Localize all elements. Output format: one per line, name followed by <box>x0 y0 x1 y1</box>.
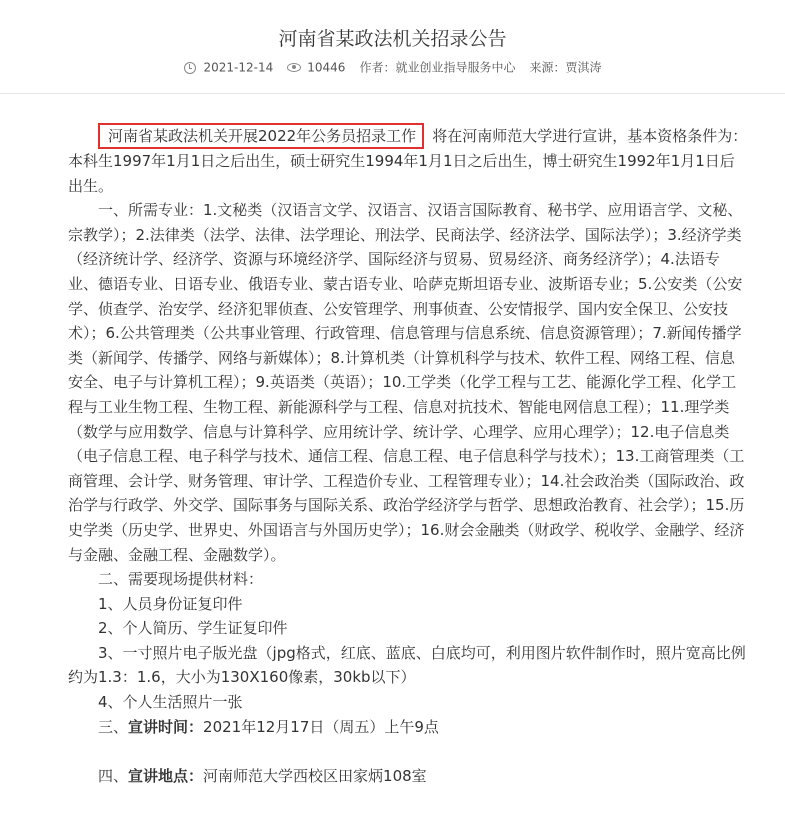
section-majors: 一、所需专业：1.文秘类（汉语言文学、汉语言、汉语言国际教育、秘书学、应用语言学、文秘、宗教学）；2.法律类（法学、法律、法学理论、刑法学、民商法学、经济法学、国际法学）；3.经济学类（经济统计学、经济学、资源与环境经济学、国际经济与贸易、贸易经济、商务经济学）；4.法语专业、德语专业、日语专业、俄语专业、蒙古语专业、哈萨克斯坦语专业、波斯语专业；5.公安类（公安学、侦查学、治安学、经济犯罪侦查、公安管理学、刑事侦查、公安情报学、国内安全保卫、公安技术）；6.公共管理类（公共事业管理、行政管理、信息管理与信息系统、信息资源管理）；7.新闻传播学类（新闻学、传播学、网络与新媒体）；8.计算机类（计算机科学与技术、软件工程、网络工程、信息安全、电子与计算机工程）；9.英语类（英语）；10.工学类（化学工程与工艺、能源化学工程、化学工程与工业生物工程、生物工程、新能源科学与工程、信息对抗技术、智能电网信息工程）；11.理学类（数学与应用数学、信息与计算科学、应用统计学、统计学、心理学、应用心理学）；12.电子信息类（电子信息工程、电子科学与技术、通信工程、信息工程、电子信息科学与技术）；13.工商管理类（工商管理、会计学、财务管理、审计学、工程造价专业、工程管理专业）；14.社会政治类（国际政治、政治学与行政学、外交学、国际事务与国际关系、政治学经济学与哲学、思想政治教育、社会学）；15.历史学类（历史学、世界史、外国语言与外国历史学）；16.财会金融类（财政学、税收学、金融学、经济与金融、金融工程、金融数学）。 <box>68 201 745 564</box>
section-time: 三、宣讲时间：2021年12月17日（周五）上午9点 <box>98 717 439 736</box>
publish-date: 2021-12-14 <box>203 60 274 75</box>
article-meta <box>0 58 785 77</box>
eye-icon <box>287 63 301 72</box>
article-body <box>68 123 748 788</box>
location-value: 河南师范大学西校区田家炳108室 <box>203 766 427 785</box>
intro-text: 将在河南师范大学进行宣讲，基本资格条件为：本科生1997年1月1日之后出生，硕士研究生1994年1月1日之后出生，博士研究生1992年1月1日后出生。 <box>68 127 748 195</box>
article-title: 河南省某政法机关招录公告 <box>278 28 507 50</box>
header-divider <box>0 93 785 94</box>
material-item-1: 1、人员身份证复印件 <box>98 594 243 613</box>
material-item-3: 3、一寸照片电子版光盘（jpg格式，红底、蓝底、白底均可，利用图片软件制作时，照片宽高比例约为1.3：1.6，大小为130X160像素，30kb以下） <box>68 643 746 687</box>
section-materials-title: 二、需要现场提供材料： <box>98 570 264 589</box>
view-count: 10446 <box>307 60 346 75</box>
source-info: 来源：贾淇涛 <box>529 60 602 75</box>
material-item-4: 4、个人生活照片一张 <box>98 693 243 712</box>
material-item-2: 2、个人简历、学生证复印件 <box>98 619 288 638</box>
time-label: 宣讲时间： <box>128 717 204 736</box>
highlighted-heading: 河南省某政法机关开展2022年公务员招录工作 <box>98 123 424 149</box>
time-value: 2021年12月17日（周五）上午9点 <box>203 717 439 736</box>
author-info: 作者：就业创业指导服务中心 <box>359 60 516 75</box>
clock-icon <box>184 62 196 74</box>
intro-paragraph <box>68 123 748 198</box>
article-header <box>0 0 785 93</box>
section-location: 四、宣讲地点：河南师范大学西校区田家炳108室 <box>98 766 427 785</box>
location-label: 宣讲地点： <box>128 766 204 785</box>
